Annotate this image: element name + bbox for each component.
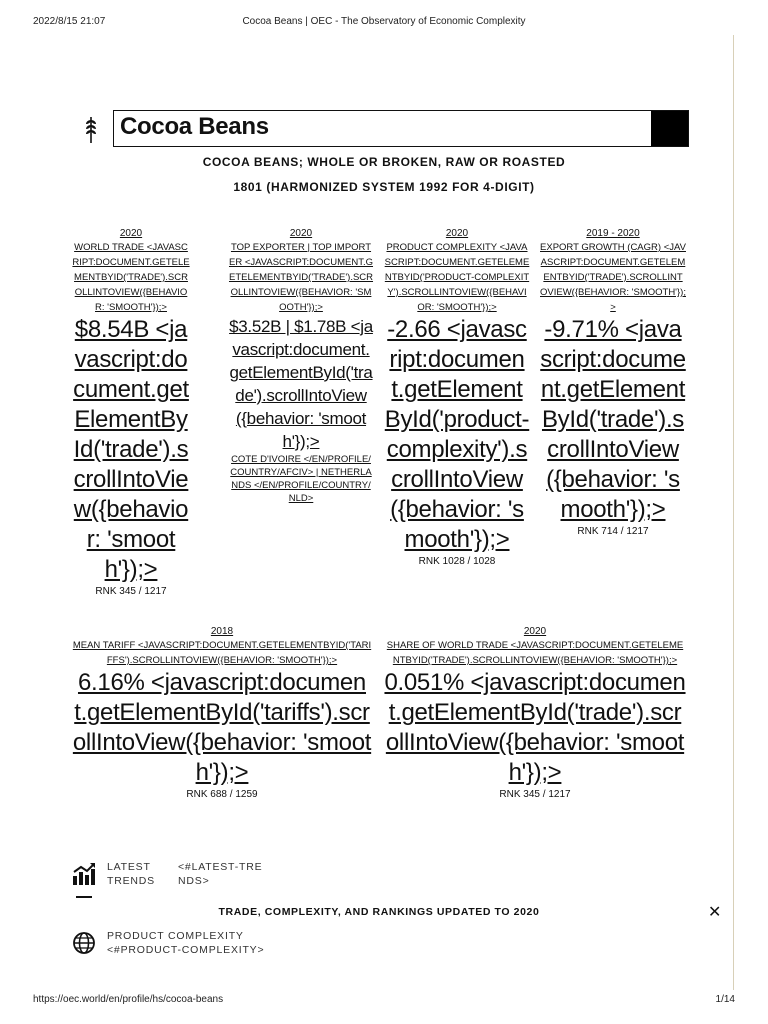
stat-value-link[interactable]: 0.051% <javascript:document.getElementById('trade').scrollIntoView({behavior: 'smooth'});> <box>384 669 686 786</box>
stat-value-link[interactable]: $8.54B <javascript:document.getElementById('trade').scrollIntoView({behavior: 'smooth'});> <box>73 316 189 583</box>
stat-value-link[interactable]: -9.71% <javascript:document.getElementById('trade').scrollIntoView({behavior: 'smooth'});> <box>540 316 686 523</box>
stat-value-link[interactable]: $3.52B | $1.78B <javascript:document.getElementById('trade').scrollIntoView({behavior: 'smooth'});> <box>229 317 373 451</box>
product-complexity-label: PRODUCT COMPLEXITY <box>107 930 244 942</box>
stat-year: 2019 - 2020 <box>586 228 640 239</box>
stat-year: 2018 <box>210 626 234 637</box>
product-hs-code: 1801 (HARMONIZED SYSTEM 1992 FOR 4-DIGIT) <box>233 180 535 194</box>
top-countries-links[interactable]: COTE D'IVOIRE </EN/PROFILE/COUNTRY/AFCIV> | NETHERLANDS </EN/PROFILE/COUNTRY/NLD> <box>230 454 372 504</box>
nav-product-complexity[interactable] <box>72 929 322 959</box>
updated-note: TRADE, COMPLEXITY, AND RANKINGS UPDATED TO 2020 <box>218 906 540 918</box>
stat-rank: RNK 1028 / 1028 <box>418 556 496 567</box>
product-complexity-nav-text <box>107 929 307 957</box>
latest-trends-anchor: <#LATEST-TRENDS> <box>178 861 263 887</box>
stat-rank: RNK 345 / 1217 <box>95 586 167 597</box>
stat-year: 2020 <box>289 228 313 239</box>
stat-share-world-trade <box>384 625 686 801</box>
stat-rank: RNK 688 / 1259 <box>186 789 258 800</box>
product-name: Cocoa Beans <box>120 113 269 140</box>
product-title-box <box>113 110 689 147</box>
stat-label-link[interactable]: MEAN TARIFF <JAVASCRIPT:DOCUMENT.GETELEMENTBYID('TARIFFS').SCROLLINTOVIEW({BEHAVIOR: 'SMOOTH'});> <box>72 640 372 666</box>
product-description: COCOA BEANS; WHOLE OR BROKEN, RAW OR ROASTED <box>202 155 566 169</box>
print-page-title: Cocoa Beans | OEC - The Observatory of Economic Complexity <box>242 16 526 27</box>
stat-year: 2020 <box>119 228 143 239</box>
stat-year: 2020 <box>523 626 547 637</box>
stat-top-exporter-importer <box>228 227 374 505</box>
globe-icon <box>72 931 96 955</box>
stat-world-trade <box>72 227 190 598</box>
stat-rank: RNK 345 / 1217 <box>499 789 571 800</box>
nav-latest-trends[interactable] <box>72 858 322 894</box>
stat-mean-tariff <box>72 625 372 801</box>
page-edge-rule <box>733 35 734 990</box>
stat-value-link[interactable]: 6.16% <javascript:document.getElementById('tariffs').scrollIntoView({behavior: 'smooth'});> <box>72 669 372 786</box>
stat-label-link[interactable]: TOP EXPORTER | TOP IMPORTER <JAVASCRIPT:DOCUMENT.GETELEMENTBYID('TRADE').SCROLLINTOVIEW({BEHAVIOR: 'SMOOTH'});> <box>228 242 374 313</box>
print-header <box>33 16 735 30</box>
active-indicator <box>76 896 92 898</box>
stat-product-complexity <box>384 227 530 568</box>
stat-label-link[interactable]: PRODUCT COMPLEXITY <JAVASCRIPT:DOCUMENT.GETELEMENTBYID('PRODUCT-COMPLEXITY').SCROLLINTOVIEW({BEHAVIOR: 'SMOOTH'});> <box>384 242 530 313</box>
stat-label-link[interactable]: SHARE OF WORLD TRADE <JAVASCRIPT:DOCUMENT.GETELEMENTBYID('TRADE').SCROLLINTOVIEW({BEHAVIOR: 'SMOOTH'});> <box>386 640 684 666</box>
product-complexity-anchor: <#PRODUCT-COMPLEXITY> <box>107 944 265 956</box>
print-url: https://oec.world/en/profile/hs/cocoa-beans <box>33 994 224 1005</box>
print-footer <box>33 994 735 1008</box>
stat-value-link[interactable]: -2.66 <javascript:document.getElementById('product-complexity').scrollIntoView({behavior: 'smooth'});> <box>384 316 530 553</box>
product-title-bar <box>82 110 689 147</box>
title-block-decoration <box>651 111 688 146</box>
trend-chart-icon <box>72 862 96 886</box>
wheat-icon <box>82 114 100 144</box>
stat-label-link[interactable]: WORLD TRADE <JAVASCRIPT:DOCUMENT.GETELEMENTBYID('TRADE').SCROLLINTOVIEW({BEHAVIOR: 'SMOOTH'});> <box>72 242 190 313</box>
close-icon[interactable]: ✕ <box>708 904 722 921</box>
stat-label-link[interactable]: EXPORT GROWTH (CAGR) <JAVASCRIPT:DOCUMENT.GETELEMENTBYID('TRADE').SCROLLINTOVIEW({BEHAVIOR: 'SMOOTH'});> <box>540 242 686 313</box>
stat-rank: RNK 714 / 1217 <box>577 526 649 537</box>
stat-year: 2020 <box>445 228 469 239</box>
stat-export-growth <box>540 227 686 538</box>
latest-trends-label: LATEST TRENDS <box>107 861 155 887</box>
print-page-number: 1/14 <box>715 994 735 1005</box>
print-timestamp: 2022/8/15 21:07 <box>33 16 106 27</box>
